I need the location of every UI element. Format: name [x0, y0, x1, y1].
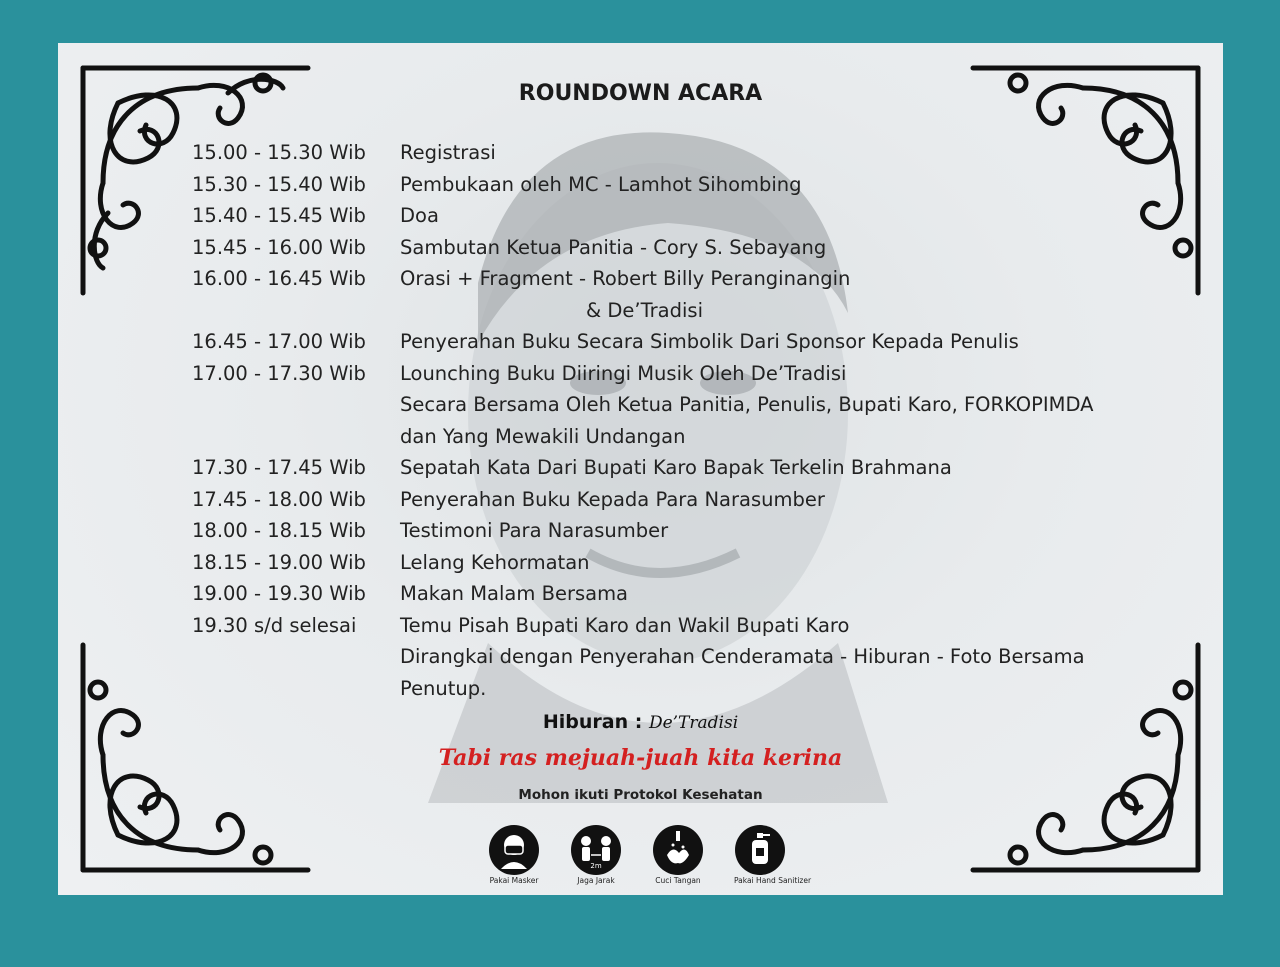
schedule-activity: Pembukaan oleh MC - Lamhot Sihombing	[400, 172, 802, 196]
entertainment-line	[58, 711, 1223, 733]
schedule-row-continuation	[192, 389, 1094, 421]
schedule-row	[192, 358, 1094, 390]
schedule-time	[192, 421, 400, 453]
schedule-time	[192, 673, 400, 705]
schedule-time: 15.40 - 15.45 Wib	[192, 204, 366, 227]
schedule-activity: Penyerahan Buku Secara Simbolik Dari Sponsor Kepada Penulis	[400, 330, 1019, 353]
schedule-row	[192, 452, 1094, 484]
protocol-item-handwash	[652, 825, 704, 885]
schedule-time	[192, 389, 400, 421]
schedule-activity: Secara Bersama Oleh Ketua Panitia, Penulis, Bupati Karo, FORKOPIMDA	[400, 393, 1094, 416]
protocol-label: Pakai Hand Sanitizer	[734, 876, 812, 885]
schedule-time: 19.00 - 19.30 Wib	[192, 582, 366, 605]
schedule-activity: Sambutan Ketua Panitia - Cory S. Sebayang	[400, 235, 827, 259]
sanitizer-icon	[735, 825, 785, 875]
entertainment-value: De’Tradisi	[648, 713, 739, 733]
schedule-time: 16.00 - 16.45 Wib	[192, 267, 366, 290]
schedule-time: 19.30 s/d selesai	[192, 613, 357, 637]
protocol-note: Mohon ikuti Protokol Kesehatan	[518, 787, 763, 803]
greeting-text: Tabi ras mejuah-juah kita kerina	[438, 745, 843, 771]
page-title: ROUNDOWN ACARA	[518, 81, 763, 106]
schedule-activity: Penyerahan Buku Kepada Para Narasumber	[400, 487, 825, 511]
distance-icon	[571, 825, 621, 875]
schedule-row	[192, 610, 1094, 642]
schedule-activity: Lounching Buku Diiringi Musik Oleh De’Tradisi	[400, 361, 847, 385]
schedule-activity: Dirangkai dengan Penyerahan Cenderamata - Hiburan - Foto Bersama	[400, 645, 1085, 668]
schedule-activity: & De’Tradisi	[586, 298, 703, 322]
protocol-item-distance	[570, 825, 622, 885]
schedule-activity: Registrasi	[400, 141, 496, 164]
schedule-activity: Temu Pisah Bupati Karo dan Wakil Bupati Karo	[400, 613, 850, 637]
schedule-list	[192, 137, 1094, 704]
protocol-item-mask	[488, 825, 540, 885]
schedule-time: 15.45 - 16.00 Wib	[192, 235, 366, 259]
schedule-row	[192, 232, 1094, 264]
schedule-time: 15.30 - 15.40 Wib	[192, 172, 366, 196]
schedule-activity: Testimoni Para Narasumber	[400, 519, 669, 542]
schedule-activity: Orasi + Fragment - Robert Billy Peranginangin	[400, 267, 851, 290]
schedule-activity: dan Yang Mewakili Undangan	[400, 424, 686, 448]
schedule-row	[192, 200, 1094, 232]
schedule-time: 18.15 - 19.00 Wib	[192, 550, 366, 574]
schedule-row-continuation	[192, 295, 1094, 327]
schedule-time	[192, 295, 400, 327]
schedule-time: 16.45 - 17.00 Wib	[192, 330, 366, 353]
schedule-time: 17.30 - 17.45 Wib	[192, 456, 366, 479]
schedule-row-continuation	[192, 673, 1094, 705]
schedule-row	[192, 515, 1094, 547]
protocol-label: Cuci Tangan	[655, 876, 701, 885]
schedule-row-continuation	[192, 421, 1094, 453]
mask-icon	[489, 825, 539, 875]
handwash-icon	[653, 825, 703, 875]
schedule-time: 17.00 - 17.30 Wib	[192, 361, 366, 385]
schedule-row-continuation	[192, 641, 1094, 673]
schedule-activity: Sepatah Kata Dari Bupati Karo Bapak Terkelin Brahmana	[400, 456, 952, 479]
schedule-row	[192, 169, 1094, 201]
schedule-activity: Doa	[400, 204, 439, 227]
schedule-row	[192, 484, 1094, 516]
schedule-time	[192, 641, 400, 673]
svg-text:2m: 2m	[590, 862, 602, 870]
entertainment-label: Hiburan :	[542, 711, 649, 733]
schedule-row	[192, 137, 1094, 169]
schedule-row	[192, 326, 1094, 358]
protocol-label: Jaga Jarak	[577, 876, 615, 885]
schedule-time: 15.00 - 15.30 Wib	[192, 141, 366, 164]
protocol-label: Pakai Masker	[489, 876, 539, 885]
schedule-time: 18.00 - 18.15 Wib	[192, 519, 366, 542]
schedule-row	[192, 263, 1094, 295]
schedule-row	[192, 547, 1094, 579]
schedule-time: 17.45 - 18.00 Wib	[192, 487, 366, 511]
schedule-activity: Penutup.	[400, 676, 487, 700]
schedule-row	[192, 578, 1094, 610]
protocol-icons	[488, 825, 812, 885]
schedule-activity: Makan Malam Bersama	[400, 582, 629, 605]
schedule-activity: Lelang Kehormatan	[400, 550, 590, 574]
protocol-item-sanitizer	[734, 825, 812, 885]
rundown-card	[58, 43, 1223, 895]
